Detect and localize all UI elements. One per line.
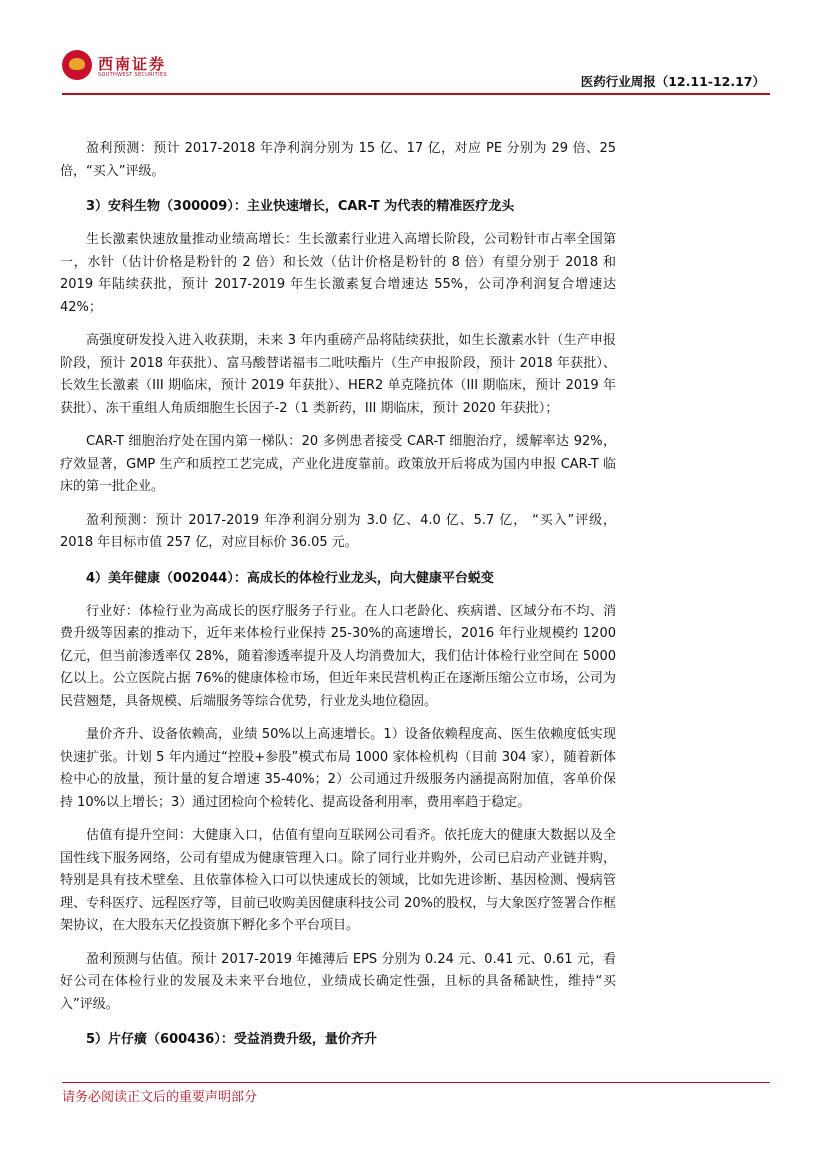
section-heading-anke: 3）安科生物（300009）：主业快速增长，CAR-T 为代表的精准医疗龙头 [86, 199, 515, 214]
footer-disclaimer: 请务必阅读正文后的重要声明部分 [62, 1090, 258, 1105]
paragraph: 量价齐升、设备依赖高，业绩 50%以上高速增长。1）设备依赖程度高、医生依赖度低实现快速扩张。计划 5 年内通过“控股+参股”模式布局 1000 家体检机构（目前 304 家），随着新体检中心的放量，预计量的复合增速 35-40%；2）公司通过升级服务内涵提高附加值，客单价保持 10%以上增长；3）通过团检向个检转化、提高设备利用率，费用率趋于稳定。 [60, 727, 616, 810]
logo-chinese-name: 西南证券 [98, 55, 167, 73]
header-divider [62, 93, 770, 95]
paragraph: 盈利预测与估值。预计 2017-2019 年摊薄后 EPS 分别为 0.24 元、0.41 元、0.61 元，看好公司在体检行业的发展及未来平台地位，业绩成长确定性强，且标的具备稀缺性，维持“买入”评级。 [60, 951, 616, 1012]
report-title: 医药行业周报（12.11-12.17） [580, 74, 765, 89]
paragraph: 盈利预测：预计 2017-2019 年净利润分别为 3.0 亿、4.0 亿、5.7 亿， “买入”评级，2018 年目标市值 257 亿，对应目标价 36.05 元。 [60, 512, 616, 550]
section-heading-pientzehuang: 5）片仔癀（600436）：受益消费升级，量价齐升 [86, 1032, 377, 1047]
report-body [60, 138, 616, 1062]
paragraph: 盈利预测：预计 2017-2018 年净利润分别为 15 亿、17 亿，对应 PE 分别为 29 倍、25 倍，“买入”评级。 [60, 141, 616, 179]
footer-divider [62, 1082, 770, 1083]
company-logo [62, 50, 172, 86]
paragraph: 生长激素快速放量推动业绩高增长：生长激素行业进入高增长阶段，公司粉针市占率全国第一，水针（估计价格是粉针的 2 倍）和长效（估计价格是粉针的 8 倍）有望分别于 2018 和 2019 年陆续获批，预计 2017-2019 年生长激素复合增速达 55%，公司净利润复合增速达 42%； [60, 232, 616, 315]
paragraph: 高强度研发投入进入收获期，未来 3 年内重磅产品将陆续获批，如生长激素水针（生产申报阶段，预计 2018 年获批）、富马酸替诺福韦二吡呋酯片（生产申报阶段，预计 2018 年获批）、长效生长激素（III 期临床，预计 2019 年获批）、HER2 单克隆抗体（III 期临床，预计 2019 年获批）、冻干重组人角质细胞生长因子-2（1 类新药，III 期临床，预计 2020 年获批）； [60, 333, 616, 416]
logo-emblem-icon [62, 50, 92, 80]
paragraph: 行业好：体检行业为高成长的医疗服务子行业。在人口老龄化、疾病谱、区域分布不均、消费升级等因素的推动下，近年来体检行业保持 25-30%的高速增长，2016 年行业规模约 1200 亿元，但当前渗透率仅 28%，随着渗透率提升及人均消费加大，我们估计体检行业空间在 5000 亿以上。公立医院占据 76%的健康体检市场，但近年来民营机构正在逐渐压缩公立市场，公司为民营翘楚，具备规模、后端服务等综合优势，行业龙头地位稳固。 [60, 603, 616, 709]
logo-english-name: SOUTHWEST SECURITIES [98, 72, 167, 78]
section-heading-meinian: 4）美年健康（002044）：高成长的体检行业龙头，向大健康平台蜕变 [86, 570, 494, 586]
paragraph: 估值有提升空间：大健康入口，估值有望向互联网公司看齐。依托庞大的健康大数据以及全国性线下服务网络，公司有望成为健康管理入口。除了同行业并购外，公司已启动产业链并购，特别是具有技术壁垒、且依靠体检入口可以快速成长的领域，比如先进诊断、基因检测、慢病管理、专科医疗、远程医疗等，目前已收购美因健康科技公司 20%的股权，与大象医疗签署合作框架协议，在大股东天亿投资旗下孵化多个平台项目。 [60, 828, 616, 933]
page-header [0, 0, 827, 100]
paragraph: CAR-T 细胞治疗处在国内第一梯队：20 多例患者接受 CAR-T 细胞治疗，缓解率达 92%，疗效显著，GMP 生产和质控工艺完成，产业化进度靠前。政策放开后将成为国内申报 CAR-T 临床的第一批企业。 [60, 434, 616, 494]
